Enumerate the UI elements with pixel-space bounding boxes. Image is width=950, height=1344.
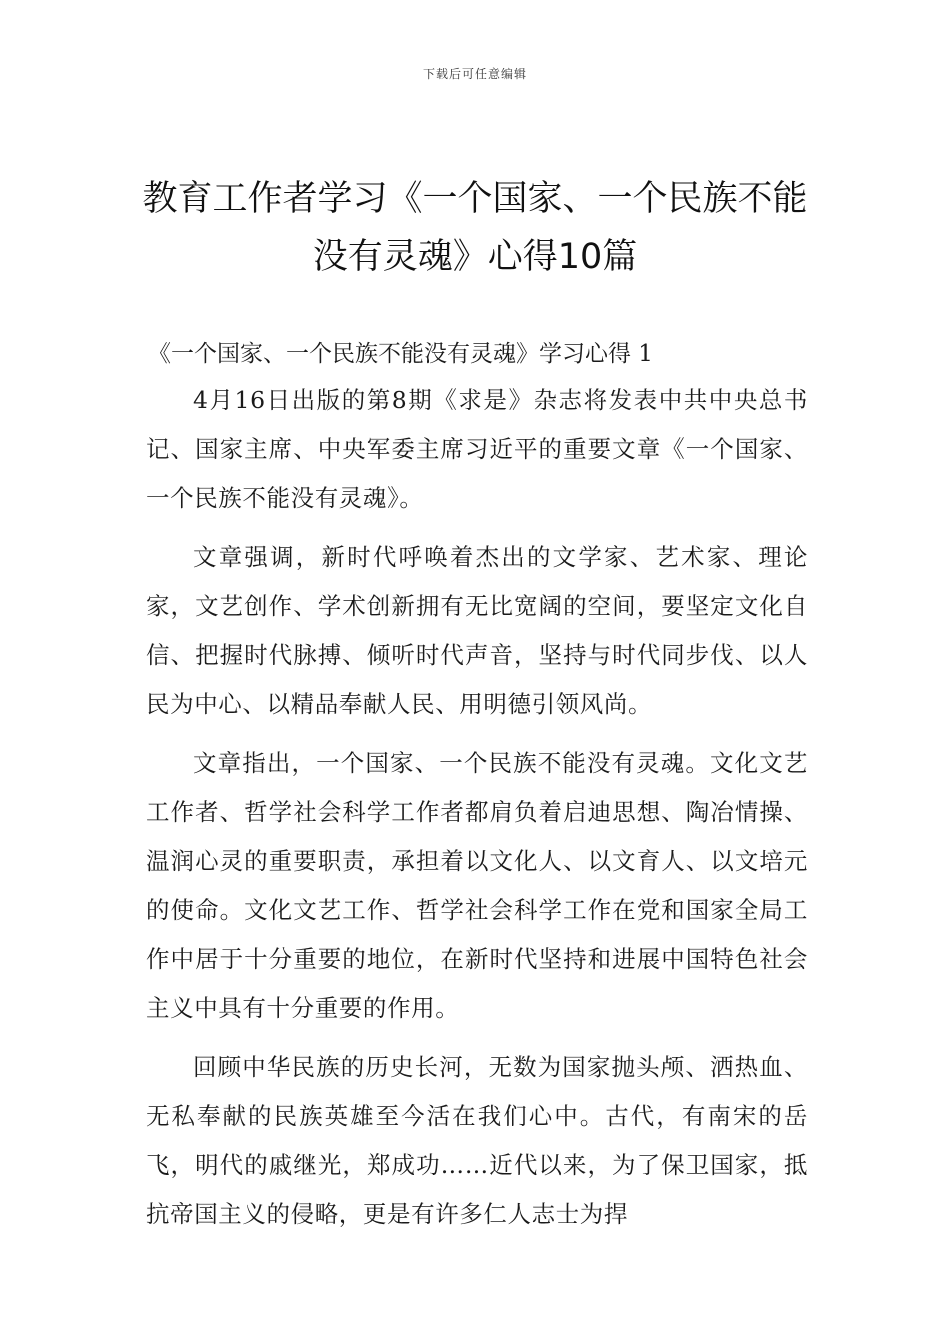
paragraph: 4月16日出版的第8期《求是》杂志将发表中共中央总书记、国家主席、中央军委主席习近平的重要文章《一个国家、一个民族不能没有灵魂》。 <box>146 386 808 512</box>
section-heading: 《一个国家、一个民族不能没有灵魂》学习心得 1 <box>148 341 653 367</box>
document-title: 教育工作者学习《一个国家、一个民族不能没有灵魂》心得10篇 <box>142 179 808 277</box>
header-note: 下载后可任意编辑 <box>422 67 527 81</box>
body-text <box>146 376 808 1249</box>
paragraph: 回顾中华民族的历史长河，无数为国家抛头颅、洒热血、无私奉献的民族英雄至今活在我们心中。古代，有南宋的岳飞，明代的戚继光，郑成功……近代以来，为了保卫国家，抵抗帝国主义的侵略，更是有许多仁人志士为捍 <box>146 1053 808 1228</box>
paragraph: 文章指出，一个国家、一个民族不能没有灵魂。文化文艺工作者、哲学社会科学工作者都肩负着启迪思想、陶冶情操、温润心灵的重要职责，承担着以文化人、以文育人、以文培元的使命。文化文艺工作、哲学社会科学工作在党和国家全局工作中居于十分重要的地位，在新时代坚持和进展中国特色社会主义中具有十分重要的作用。 <box>146 749 808 1022</box>
paragraph: 文章强调，新时代呼唤着杰出的文学家、艺术家、理论家，文艺创作、学术创新拥有无比宽阔的空间，要坚定文化自信、把握时代脉搏、倾听时代声音，坚持与时代同步伐、以人民为中心、以精品奉献人民、用明德引领风尚。 <box>146 543 808 718</box>
